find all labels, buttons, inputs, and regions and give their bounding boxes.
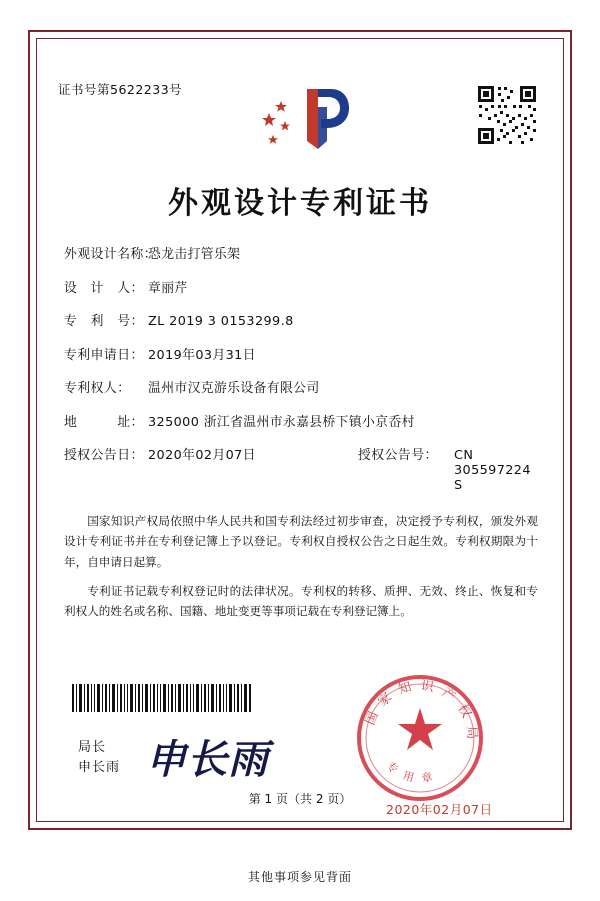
field-label: 外观设计名称： — [64, 247, 158, 262]
field-value: 温州市汉克游乐设备有限公司 — [148, 381, 320, 396]
director-label: 局长 — [78, 740, 107, 755]
director-signature: 申长雨 — [146, 736, 269, 783]
field-label: 专利申请日： — [64, 347, 144, 363]
field-grant-announcement — [64, 444, 542, 493]
field-value: ZL 2019 3 0153299.8 — [148, 314, 294, 329]
official-seal — [354, 672, 486, 804]
field-address — [64, 411, 542, 430]
cnipa-logo-icon — [261, 83, 351, 153]
field-design-name — [64, 243, 542, 262]
field-label: 地 址： — [64, 414, 144, 430]
field-label: 设 计 人： — [64, 280, 144, 296]
field-designer — [64, 277, 542, 296]
field-value: 章丽芹 — [148, 280, 188, 296]
field-value-grant-number: CN 305597224 S — [454, 448, 531, 493]
field-label: 专利权人： — [64, 381, 131, 396]
footer-note: 其他事项参见背面 — [247, 870, 352, 884]
certificate-number: 证书号第5622233号 — [58, 82, 183, 97]
qr-code — [476, 84, 538, 146]
field-value-grant-date: 2020年02月07日 — [148, 448, 256, 463]
director-name: 申长雨 — [78, 760, 121, 776]
page-number: 第 1 页（共 2 页） — [248, 792, 352, 806]
legal-paragraph-1 — [64, 511, 538, 572]
legal-paragraph-1-text: 国家知识产权局依照中华人民共和国专利法经过初步审查，决定授予专利权，颁发外观设计专利证书并在专利登记簿上予以登记。专利权自授权公告之日起生效。专利权期限为十年，自申请日起算。 — [64, 514, 538, 569]
director-block — [78, 738, 120, 778]
svg-text:专 用 章: 专 用 章 — [383, 758, 437, 786]
field-value: 325000 浙江省温州市永嘉县桥下镇小京岙村 — [148, 414, 415, 430]
field-value: 恐龙击打管乐架 — [148, 247, 241, 262]
seal-date: 2020年02月07日 — [386, 802, 493, 817]
field-patentee — [64, 377, 542, 396]
field-label: 专 利 号： — [64, 314, 144, 329]
svg-text:国 家 知 识 产 权 局: 国 家 知 识 产 权 局 — [362, 678, 480, 742]
field-patent-number — [64, 310, 542, 329]
field-value: 2019年03月31日 — [148, 347, 256, 363]
field-application-date — [64, 344, 542, 363]
legal-paragraph-2-text: 专利证书记载专利权登记时的法律状况。专利权的转移、质押、无效、终止、恢复和专利权人的姓名或名称、国籍、地址变更等事项记载在专利登记簿上。 — [64, 584, 538, 619]
page-title: 外观设计专利证书 — [168, 186, 432, 221]
field-list — [64, 243, 542, 508]
legal-paragraph-2 — [64, 581, 538, 622]
field-label-grant-date: 授权公告日： — [64, 448, 144, 463]
barcode — [72, 684, 252, 712]
field-label-grant-number: 授权公告号： — [358, 448, 438, 463]
